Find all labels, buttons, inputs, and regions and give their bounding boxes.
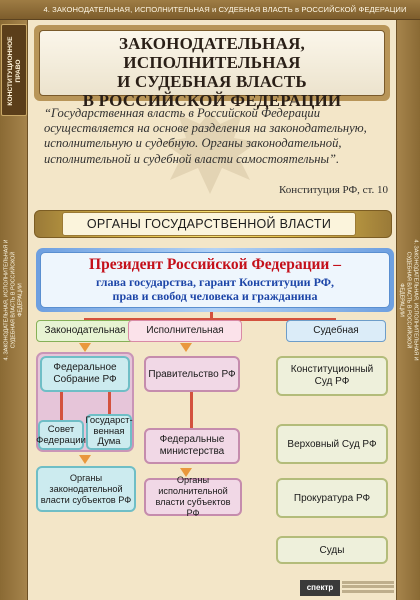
connector-assembly-duma bbox=[108, 392, 111, 414]
arrow-down-icon bbox=[180, 343, 192, 352]
constitution-quote: “Государственная власть в Российской Федерации осуществляется на основе разделения на законодательную, исполнительную и судебную. Органы законодательной, исполнительной и судебной власти самостоятельны”. bbox=[44, 106, 367, 166]
state-duma-box bbox=[86, 414, 132, 450]
federation-council-line-2: Федерации bbox=[36, 435, 86, 446]
federation-council-box bbox=[38, 420, 84, 450]
constitutional-court-box bbox=[276, 356, 388, 396]
president-description bbox=[40, 275, 390, 303]
federal-assembly-line-1: Федеральное bbox=[53, 362, 117, 373]
regional-executive-line-1: Органы исполнительной bbox=[158, 475, 228, 496]
regional-executive-line-2: власти субъектов РФ bbox=[155, 497, 231, 518]
page-title-line-1: ЗАКОНОДАТЕЛЬНАЯ, ИСПОЛНИТЕЛЬНАЯ bbox=[118, 34, 306, 72]
connector-assembly-council bbox=[60, 392, 63, 420]
state-duma-line-2: венная bbox=[93, 425, 125, 437]
president-desc-line-2: прав и свобод человека и гражданина bbox=[112, 289, 318, 303]
publisher-logo: спектр bbox=[300, 580, 340, 596]
federal-ministries-box bbox=[144, 428, 240, 464]
judicial-branch-header: Судебная bbox=[286, 320, 386, 342]
regional-legislative-line-2: власти субъектов РФ bbox=[40, 494, 132, 505]
regional-legislative-line-1: Органы законодательной bbox=[49, 472, 123, 494]
section-tag-label: КОНСТИТУЦИОННОЕ ПРАВО bbox=[7, 36, 22, 106]
president-title: Президент Российской Федерации – bbox=[89, 256, 341, 273]
connector-government-ministries bbox=[190, 392, 193, 430]
top-banner-title: 4. ЗАКОНОДАТЕЛЬНАЯ, ИСПОЛНИТЕЛЬНАЯ и СУДЕБНАЯ ВЛАСТЬ в РОССИЙСКОЙ ФЕДЕРАЦИИ bbox=[43, 5, 407, 14]
federation-council-line-1: Совет bbox=[47, 424, 75, 435]
page-title-line-2: И СУДЕБНАЯ ВЛАСТЬ bbox=[117, 72, 307, 91]
page-title bbox=[39, 34, 385, 110]
supreme-court-box: Верховный Суд РФ bbox=[276, 424, 388, 464]
right-side-caption: 4. ЗАКОНОДАТЕЛЬНАЯ, ИСПОЛНИТЕЛЬНАЯ И СУДЕБНАЯ ВЛАСТЬ В РОССИЙСКОЙ ФЕДЕРАЦИИ bbox=[398, 239, 419, 361]
state-duma-line-3: Дума bbox=[97, 436, 121, 448]
prosecutor-office-box: Прокуратура РФ bbox=[276, 478, 388, 518]
organs-label: ОРГАНЫ ГОСУДАРСТВЕННОЙ ВЛАСТИ bbox=[86, 217, 332, 231]
federal-assembly-box bbox=[40, 356, 130, 392]
regional-executive-box bbox=[144, 475, 242, 518]
government-box: Правительство РФ bbox=[144, 356, 240, 392]
arrow-down-icon bbox=[79, 455, 91, 464]
page-title-line-3: В РОССИЙСКОЙ ФЕДЕРАЦИИ bbox=[82, 91, 342, 110]
quote-source: Конституция РФ, ст. 10 bbox=[279, 184, 388, 196]
constitutional-court-line-1: Конституционный bbox=[290, 364, 374, 375]
state-duma-line-1: Государст- bbox=[85, 415, 133, 427]
regional-legislative-box bbox=[36, 466, 136, 512]
federal-ministries-line-2: министерства bbox=[159, 446, 225, 457]
courts-box: Суды bbox=[276, 536, 388, 564]
section-tag bbox=[1, 24, 27, 116]
publisher-fine-print bbox=[342, 580, 394, 598]
executive-branch-header: Исполнительная bbox=[128, 320, 242, 342]
constitutional-court-line-2: Суд РФ bbox=[314, 376, 350, 387]
federal-ministries-line-1: Федеральные bbox=[159, 434, 225, 445]
president-desc-line-1: глава государства, гарант Конституции РФ, bbox=[95, 275, 335, 289]
legislative-branch-header: Законодательная bbox=[36, 320, 134, 342]
left-side-caption: 4. ЗАКОНОДАТЕЛЬНАЯ, ИСПОЛНИТЕЛЬНАЯ И СУДЕБНАЯ ВЛАСТЬ В РОССИЙСКОЙ ФЕДЕРАЦИИ bbox=[3, 239, 24, 361]
arrow-down-icon bbox=[79, 343, 91, 352]
federal-assembly-line-2: Собрание РФ bbox=[53, 374, 117, 385]
